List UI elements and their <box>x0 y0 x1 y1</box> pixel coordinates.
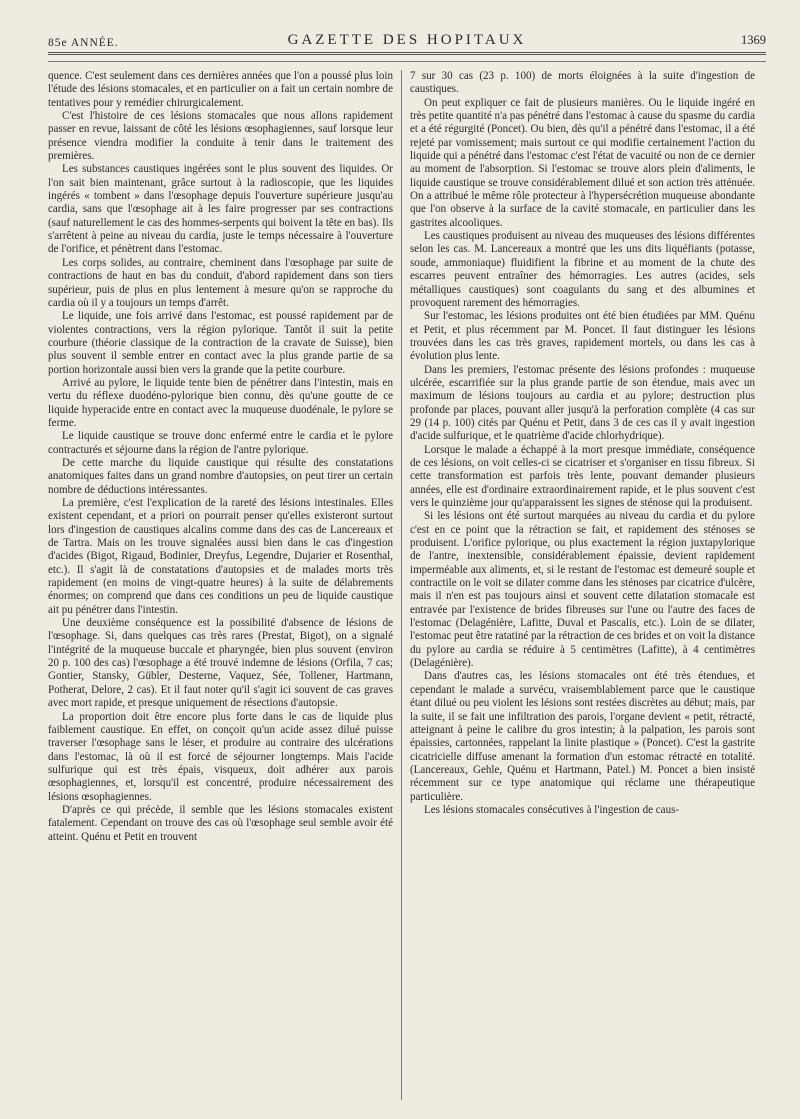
paragraph: Dans d'autres cas, les lésions stomacales ont été très étendues, et cependant le malade a survécu, vraisemblablement parce que le caustique étant dilué ou peu violent les lésions sont restées discrètes au début; mais, par la suite, il se fait une infiltration des parois, l'organe devient « petit, rétracté, atteignant à peine le calibre du gros intestin; à la palpation, les parois sont épaissies, cartonnées, rappelant la linite plastique » (Poncet). C'est la gastrite cicatricielle diffuse amenant la formation d'un estomac rétracté en totalité. (Lancereaux, Gehle, Quénu et Hartmann, Patel.) M. Poncet a bien insisté récemment sur ce type anatomique qui réclame une thérapeutique particulière. <box>410 670 755 803</box>
paragraph: De cette marche du liquide caustique qui résulte des constatations anatomiques faites dans un grand nombre d'autopsies, on peut tirer un certain nombre de déductions intéressantes. <box>48 456 393 496</box>
paragraph: La première, c'est l'explication de la rareté des lésions intestinales. Elles existent cependant, et a priori on pourrait penser qu'elles existeront surtout lors d'ingestion de caustiques alcalins comme dans des cas de Lancereaux et de Tartra. Mais on les trouve signalées aussi bien dans le cas d'ingestion d'acides (Bigot, Rigaud, Bodinier, Dreyfus, Legendre, Dujarier et Rosenthal, etc.). Il s'agit là de constatations d'autopsies et de malades morts très rapidement (en moins de vingt-quatre heures) à la suite de délabrements énormes; on comprend que dans ces conditions un peu de liquide caustique ait pu pénétrer dans l'intestin. <box>48 497 393 616</box>
paragraph: C'est l'histoire de ces lésions stomacales que nous allons rapidement passer en revue, laissant de côté les lésions œsophagiennes, sauf lorsque leur présence viendra modifier la conduite à tenir dans le traitement des premières. <box>48 110 393 163</box>
paragraph: Le liquide, une fois arrivé dans l'estomac, est poussé rapidement par de violentes contractions, vers la région pylorique. Tantôt il suit la petite courbure (théorie classique de la contraction de la cravate de Suisse), bien plus souvent il semble entrer en contact avec la plus grande partie de sa portion horizontale aussi bien vers la grande que la petite courbure. <box>48 310 393 376</box>
paragraph: D'après ce qui précède, il semble que les lésions stomacales existent fatalement. Cependant on trouve des cas où l'œsophage seul semble avoir été atteint. Quénu et Petit en trouvent <box>48 803 393 843</box>
header-rule <box>48 61 766 62</box>
paragraph: On peut expliquer ce fait de plusieurs manières. Ou le liquide ingéré en très petite quantité n'a pas pénétré dans l'estomac à cause du spasme du cardia et a été régurgité (Poncet). Ou bien, dès qu'il a pénétré dans l'estomac, il a été rejeté par vomissement; mais surtout ce qui modifie certainement l'action du liquide qui a pénétré dans l'estomac c'est l'état de vacuité ou non de ce dernier au moment de l'absorption. Si l'estomac se trouve alors plein d'aliments, le liquide caustique se trouve considérablement dilué et son action très atténuée. On a attribué le même rôle protecteur à l'hypersécrétion muqueuse abondante que l'on observe à la surface de la cavité stomacale, en particulier dans les gastrites alcooliques. <box>410 96 755 229</box>
page-number: 1369 <box>741 33 766 47</box>
paragraph: La proportion doit être encore plus forte dans le cas de liquide plus faiblement caustique. En effet, on conçoit qu'un acide assez dilué puisse traverser l'œsophage sans le léser, et produire au contraire des ulcérations dans l'estomac, là où il est forcé de séjourner longtemps. Mais l'acide sulfurique qui est très épais, visqueux, doit adhérer aux parois œsophagiennes, et, lorsqu'il est concentré, produire nécessairement des lésions œsophagiennes. <box>48 710 393 803</box>
left-column <box>48 70 393 1100</box>
paragraph: Une deuxième conséquence est la possibilité d'absence de lésions de l'œsophage. Si, dans quelques cas très rares (Prestat, Bigot), on a signalé l'intégrité de la muqueuse buccale et pharyngée, bien plus souvent (environ 20 p. 100 des cas) l'œsophage a été trouvé indemne de lésions (Orfila, 7 cas; Gontier, Stansky, Gübler, Desterne, Vaquez, Sée, Tollener, Hartmann, Potherat, Delore, 2 cas). Et il faut noter qu'il s'agit ici souvent de cas graves avec mort rapide, et presque uniquement de résections d'autopsie. <box>48 617 393 710</box>
paragraph: Lorsque le malade a échappé à la mort presque immédiate, conséquence de ces lésions, on voit celles-ci se cicatriser et s'organiser en tissu fibreux. Si cette transformation est parfois très lente, pouvant demander plusieurs années, elle est d'ordinaire extraordinairement rapide, et le plus souvent c'est vers le quinzième jour qu'apparaissent les signes de sténose qui la produisent. <box>410 443 755 509</box>
paragraph: Si les lésions ont été surtout marquées au niveau du cardia et du pylore c'est en ce point que la rétraction se fait, et rapidement des sténoses se produisent. L'orifice pylorique, ou plus exactement la région juxtapylorique de l'antre, inextensible, considérablement épaissie, devient rapidement imperméable aux aliments, et, si le restant de l'estomac est demeuré souple et contractile on le voit se dilater comme dans les sténoses par cicatrice d'ulcère, mais il n'en est pas toujours ainsi et souvent cette dilatation stomacale est entravée par l'existence de brides fibreuses sur l'une ou l'autre des faces de l'estomac (Delagénière, Lafitte, Duval et Pascalis, etc.). Loin de se dilater, l'estomac peut être ratatiné par la rétraction de ces brides et on voit la distance du pylore au cardia se réduire à 5 centimètres (Lafitte), à 4 centimètres (Delagénière). <box>410 510 755 670</box>
issue-label: 85e ANNÉE. <box>48 37 119 49</box>
article-body <box>48 70 766 1110</box>
right-column <box>410 70 755 1100</box>
paragraph: Le liquide caustique se trouve donc enfermé entre le cardia et le pylore contracturés et séjourne dans la région de l'antre pylorique. <box>48 430 393 456</box>
paragraph: Les corps solides, au contraire, cheminent dans l'œsophage par suite de contractions de haut en bas du conduit, d'abord rapidement dans son tiers supérieur, puis de plus en plus lentement à mesure qu'on se rapproche du cardia où il y a toujours un temps d'arrêt. <box>48 256 393 309</box>
column-divider <box>401 70 402 1100</box>
paragraph: 7 sur 30 cas (23 p. 100) de morts éloignées à la suite d'ingestion de caustiques. <box>410 70 755 96</box>
journal-title: GAZETTE DES HOPITAUX <box>287 32 527 48</box>
paragraph: Arrivé au pylore, le liquide tente bien de pénétrer dans l'intestin, mais en vertu du réflexe duodéno-pylorique bien connu, dès qu'une goutte de ce liquide hyperacide entre en contact avec la muqueuse duodénale, le pylore se ferme. <box>48 376 393 429</box>
paragraph: quence. C'est seulement dans ces dernières années que l'on a poussé plus loin l'étude des lésions stomacales, et en particulier on a fait un certain nombre de tentatives pour y remédier chirurgicalement. <box>48 70 393 109</box>
paragraph: Les substances caustiques ingérées sont le plus souvent des liquides. Or l'on sait bien maintenant, grâce surtout à la radioscopie, que les liquides ingérés « tombent » dans l'œsophage depuis l'ouverture supérieure jusqu'au cardia, sans que l'œsophage ait à les faire progresser par ses contractions (sauf naturellement le cas des hommes-serpents qui boivent la tête en bas). Ils s'arrêtent à peine au niveau du cardia, juste le temps nécessaire à l'ouverture de l'orifice, et pénètrent dans l'estomac. <box>48 163 393 256</box>
paragraph: Dans les premiers, l'estomac présente des lésions profondes : muqueuse ulcérée, escarrifiée sur la plus grande partie de son étendue, mais avec un maximum de lésions toujours au cardia et au pylore; destruction plus profonde par places, pouvant aller jusqu'à la perforation complète (4 cas sur 29 (14 p. 100) cités par Quénu et Petit, dans 3 de ces cas il y avait ingestion d'acide sulfurique, et le quatrième d'acide chlorhydrique). <box>410 363 755 443</box>
paragraph: Sur l'estomac, les lésions produites ont été bien étudiées par MM. Quénu et Petit, et plus récemment par M. Poncet. Il faut distinguer les lésions trouvées dans les cas très graves, rapidement mortels, ou dans les cas à évolution plus lente. <box>410 310 755 363</box>
paragraph: Les lésions stomacales consécutives à l'ingestion de caus- <box>424 803 680 816</box>
page-header <box>48 18 766 55</box>
paragraph: Les caustiques produisent au niveau des muqueuses des lésions différentes selon les cas. M. Lancereaux a montré que les uns dits liquéfiants (potasse, soude, ammoniaque) fluidifient la fibrine et au moment de la chute des escarres peuvent entraîner des hémorragies. Les autres (acides, sels métalliques caustiques) sont coagulants du sang et des albumines et provoquent rarement des hémorragies. <box>410 230 755 309</box>
